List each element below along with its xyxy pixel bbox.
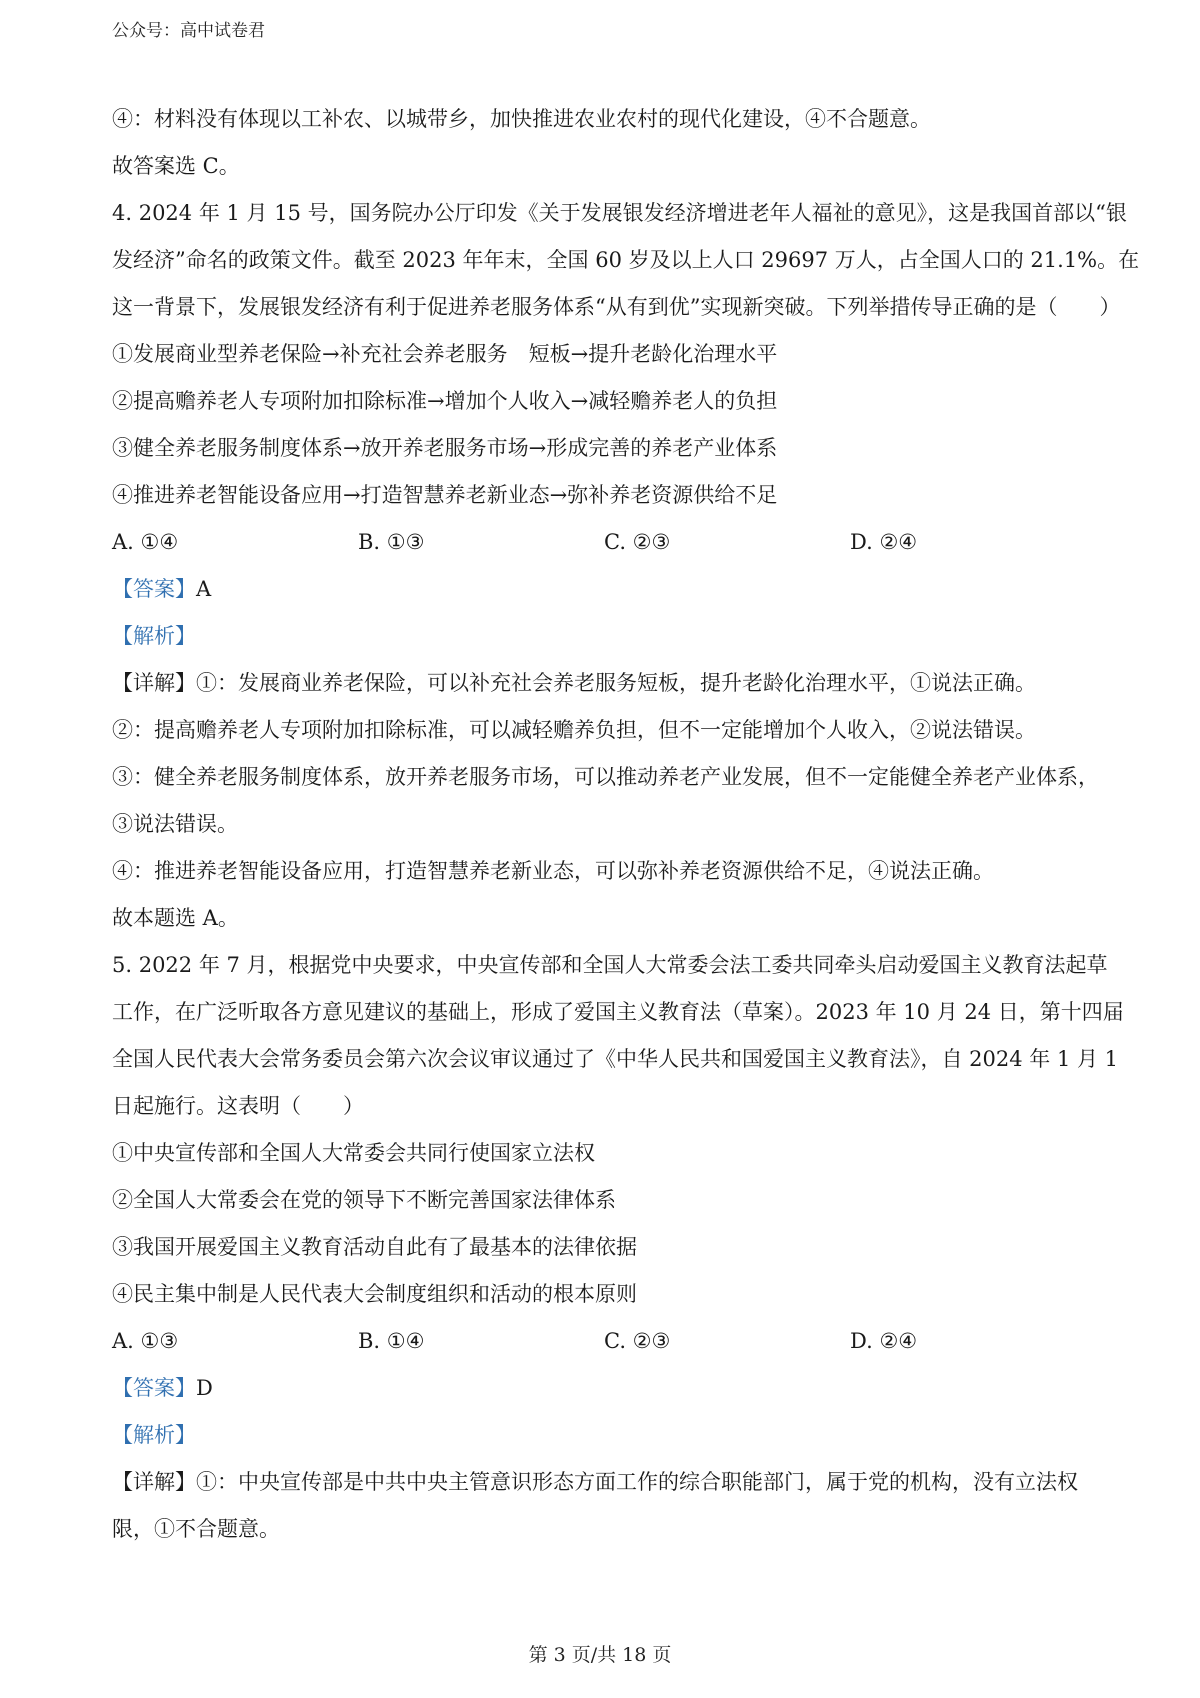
q5-statement: ②全国人大常委会在党的领导下不断完善国家法律体系 [112,1188,616,1212]
q5-option-a: A. ①③ [112,1329,179,1353]
document-body [112,96,1140,1553]
q4-statement: ④推进养老智能设备应用→打造智慧养老新业态→弥补养老资源供给不足 [112,483,778,507]
q5-stem-line: 工作，在广泛听取各方意见建议的基础上，形成了爱国主义教育法（草案）。2023 年 10 月 24 日，第十四届 [112,1000,1124,1024]
detail-text: ①：发展商业养老保险，可以补充社会养老服务短板，提升老龄化治理水平，①说法正确。 [196,671,1036,695]
q4-analysis-heading [112,613,1102,660]
answer-value: A [196,577,212,601]
detail-tag: 【详解】 [112,1470,196,1494]
q4-option-c: C. ②③ [604,530,671,554]
q4-detail-line: ③说法错误。 [112,812,238,836]
q5-detail-line: 限，①不合题意。 [112,1517,280,1541]
q4-statement: ①发展商业型养老保险→补充社会养老服务 短板→提升老龄化治理水平 [112,342,778,366]
q5-statement: ③我国开展爱国主义教育活动自此有了最基本的法律依据 [112,1235,637,1259]
q5-stem-line: 日起施行。这表明（ ） [112,1094,364,1118]
q4-stem-line: 这一背景下，发展银发经济有利于促进养老服务体系“从有到优”实现新突破。下列举措传导正确的是（ ） [112,295,1121,319]
answer-tag: 【答案】 [112,1376,196,1400]
q5-stem-line: 5. 2022 年 7 月，根据党中央要求，中央宣传部和全国人大常委会法工委共同牵头启动爱国主义教育法起草 [112,953,1108,977]
detail-tag: 【详解】 [112,671,196,695]
prev-conclusion: 故答案选 C。 [112,154,240,178]
q5-option-d: D. ②④ [850,1329,918,1353]
q4-option-b: B. ①③ [358,530,425,554]
q4-detail-line: ④：推进养老智能设备应用，打造智慧养老新业态，可以弥补养老资源供给不足，④说法正确。 [112,859,994,883]
q4-option-a: A. ①④ [112,530,179,554]
q4-detail-line: ③：健全养老服务制度体系，放开养老服务市场，可以推动养老产业发展，但不一定能健全养老产业体系， [112,765,1099,789]
answer-value: D [196,1376,213,1400]
q5-stem-line: 全国人民代表大会常务委员会第六次会议审议通过了《中华人民共和国爱国主义教育法》，自 2024 年 1 月 1 [112,1047,1119,1071]
q4-options [112,519,1102,566]
analysis-tag: 【解析】 [112,624,196,648]
q5-statement: ④民主集中制是人民代表大会制度组织和活动的根本原则 [112,1282,637,1306]
q4-stem-line: 4. 2024 年 1 月 15 号，国务院办公厅印发《关于发展银发经济增进老年人福祉的意见》，这是我国首部以“银 [112,201,1127,225]
header-source-note: 公众号：高中试卷君 [112,21,265,41]
q5-options [112,1318,1102,1365]
answer-tag: 【答案】 [112,577,196,601]
q4-stem-line: 发经济”命名的政策文件。截至 2023 年年末，全国 60 岁及以上人口 29697 万人，占全国人口的 21.1%。在 [112,248,1140,272]
q5-answer [112,1365,1102,1412]
q4-option-d: D. ②④ [850,530,918,554]
prev-analysis-line: ④：材料没有体现以工补农、以城带乡，加快推进农业农村的现代化建设，④不合题意。 [112,107,931,131]
q4-conclusion: 故本题选 A。 [112,906,239,930]
page-number: 第 3 页/共 18 页 [528,1644,672,1666]
detail-text: ①：中央宣传部是中共中央主管意识形态方面工作的综合职能部门，属于党的机构，没有立法权 [196,1470,1078,1494]
q4-statement: ③健全养老服务制度体系→放开养老服务市场→形成完善的养老产业体系 [112,436,778,460]
q5-detail-line [112,1459,1102,1506]
q5-option-b: B. ①④ [358,1329,425,1353]
q4-detail-line [112,660,1102,707]
q5-statement: ①中央宣传部和全国人大常委会共同行使国家立法权 [112,1141,595,1165]
q5-option-c: C. ②③ [604,1329,671,1353]
q4-detail-line: ②：提高赡养老人专项附加扣除标准，可以减轻赡养负担，但不一定能增加个人收入，②说法错误。 [112,718,1036,742]
analysis-tag: 【解析】 [112,1423,196,1447]
q4-answer [112,566,1102,613]
q5-analysis-heading [112,1412,1102,1459]
q4-statement: ②提高赡养老人专项附加扣除标准→增加个人收入→减轻赡养老人的负担 [112,389,778,413]
